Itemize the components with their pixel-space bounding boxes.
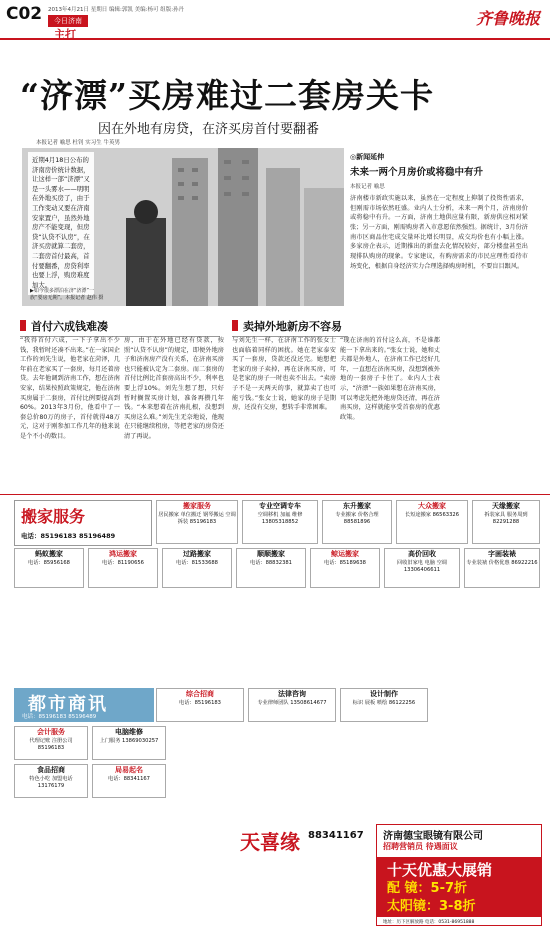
classified-ad-text: 居民搬家 单位搬迁 钢琴搬运 空调拆装 85196183 bbox=[158, 511, 236, 526]
classified-ad-text: 特色小吃 加盟电话 13176179 bbox=[29, 775, 73, 790]
article-column-2: 房，由于在外地已经有贷款，按照“认贷不认房”的规定，即便外地房子和济南房产没有关系，在济南买房也只能被认定为二套房。而二套房的首付比例比首套房高出不少，利率也要上浮10%。刘先生想了想，只好暂时搁置买房计划，准备再攒几年钱。“本来想着在济南扎根，没想到买房这么难。”刘先生无奈地说，他现在只能继续租房，等把老家的房贷还清了再说。 bbox=[124, 337, 224, 441]
optical-promo-band bbox=[377, 857, 541, 917]
section-head-1-label: 首付六成钱难凑 bbox=[31, 320, 108, 333]
article-column-4: “现在济南的首付这么高，不是谁都能一下拿出来的。”张女士说，她和丈夫都是外地人，在济南工作已经好几年，一直想在济南买房，没想到被外地的一套房子卡住了。业内人士表示，“济漂”一族如果想在济南买房，可以考虑先把外地房贷还清，再在济南买房，这样就能享受首套房的优惠政策。 bbox=[340, 337, 440, 421]
sidebar-tag: ◎新闻延伸 bbox=[350, 153, 385, 161]
classified-ad bbox=[14, 764, 88, 798]
classified-ad-title: 局易起名 bbox=[115, 766, 143, 774]
classified-ad bbox=[14, 726, 88, 760]
section-name: 主打 bbox=[54, 28, 76, 41]
optical-promo-line-1: 配 镜：5-7折 bbox=[387, 881, 468, 896]
classified-ad-text: 电话：81533688 bbox=[176, 559, 218, 566]
classified-ad-title: 专业空调专车 bbox=[259, 502, 301, 510]
classified-ad-text: 上门服务 13869030257 bbox=[99, 737, 159, 744]
marriage-agency-ad bbox=[240, 824, 364, 884]
optical-store-name: 济南德宝眼镜有限公司 bbox=[383, 831, 483, 842]
optical-store-ad bbox=[376, 824, 542, 926]
classified-ad-title: 会计服务 bbox=[37, 728, 65, 736]
marriage-agency-tel: 88341167 bbox=[308, 830, 364, 841]
masthead-logo: 齐鲁晚报 bbox=[475, 9, 540, 28]
classified-ad-text: 电话：81190656 bbox=[102, 559, 144, 566]
classified-ad-title: 大众搬家 bbox=[418, 502, 446, 510]
classified-ad bbox=[156, 688, 244, 722]
city-business-banner bbox=[14, 688, 154, 722]
classified-ad-text: 代理记账 注册公司 85196183 bbox=[29, 737, 73, 752]
classified-ad-text: 电话：88832381 bbox=[250, 559, 292, 566]
classified-ad-text: 电话：88341167 bbox=[108, 775, 150, 782]
optical-promo-line-2: 太阳镜：3-8折 bbox=[387, 899, 476, 914]
classified-ad-text: 拆装家具 服务周到 82291288 bbox=[484, 511, 528, 526]
subheadline: 因在外地有房贷，在济买房首付要翻番 bbox=[98, 122, 320, 137]
classified-ad-text: 长短途搬家 86563326 bbox=[405, 511, 459, 518]
optical-store-footer: 地址：历下区解放路 电话：0531-86951888 bbox=[383, 920, 475, 925]
lead-paragraph: 近期4月18日公布的济南房价统计数据，让这样一部“济漂”又是一头雾水——明明在外地买房了，由于工作变动又要在济南安家置户，虽然外地房产不能变现，但房贷“认贷不认房”，在济买房就算二套房，二套房首付最高，首付要翻番，房贷利率也要上浮，购房难度加大。 bbox=[28, 152, 94, 295]
classified-ad-title: 电脑维修 bbox=[115, 728, 143, 736]
classified-ad-title: 天缘搬家 bbox=[492, 502, 520, 510]
classified-ad bbox=[92, 764, 166, 798]
classified-ad bbox=[472, 500, 540, 544]
section-tab: 今日济南 bbox=[48, 15, 88, 27]
classified-ad-text: 电话：85196183 bbox=[179, 699, 221, 706]
classified-ad-text: 电话：85189638 bbox=[324, 559, 366, 566]
classified-ad bbox=[88, 548, 158, 588]
article-column-1: “我得首付六成，一下子拿出不少钱，我暂时还凑不出来。”在一家国企工作的刘先生说，他老家在菏泽，几年前在老家买了一套房，每月还着房贷。去年他调到济南工作，想在济南安家，结果按照政策规定，他在济南买房属于二套房，首付比例要提高到60%。2013年3月份，他看中了一套总价80万的房子，首付就得48万元，这对于刚参加工作几年的他来说是个不小的数目。 bbox=[20, 337, 120, 441]
classified-ad bbox=[310, 548, 380, 588]
classified-ad-text: 电话：85956168 bbox=[28, 559, 70, 566]
classified-ad bbox=[340, 688, 428, 722]
classified-ad-text: 回收旧家电 电脑 空调 13306406611 bbox=[397, 559, 447, 574]
photo-caption: ▶如今很多漂泊在济“济漂”一族“要房无期”。本报记者 赵伟 摄 bbox=[30, 288, 104, 301]
city-business-tel: 电话：85196183 85196489 bbox=[22, 714, 97, 720]
sidebar-body: 济南楼市新政实施以来，虽然在一定程度上抑制了投资性需求，但刚需市场依然旺盛。业内人士分析，未来一两个月，济南房价或将稳中有升。一方面，济南土地供应量有限，新房供应相对紧张；另一方面，刚需购房者入市意愿依然强烈。据统计，3月份济南市区商品住宅成交量环比增长明显，成交均价也有小幅上涨。多家房企表示，近期推出的新盘去化情况较好，部分楼盘甚至出现排队购房的现象。专家建议，有购房需求的市民应理性看待市场变化，根据自身经济实力合理选择购房时机，不要盲目跟风。 bbox=[350, 195, 528, 270]
moving-service-logo: 搬家服务 bbox=[21, 507, 86, 526]
classified-ad bbox=[464, 548, 540, 588]
section-head-2 bbox=[232, 318, 348, 337]
classified-ad-title: 字画装裱 bbox=[488, 550, 516, 558]
optical-store-recruit: 招聘营销员 待遇面议 bbox=[383, 842, 458, 851]
classified-ad-title: 过路搬家 bbox=[183, 550, 211, 558]
classified-ad-text: 专业律师团队 13508614677 bbox=[257, 699, 327, 706]
classified-ad-title: 蚂蚁搬家 bbox=[35, 550, 63, 558]
classified-ad-text: 专业装裱 价格优惠 86922216 bbox=[466, 559, 538, 566]
classified-ad-text: 标识 展板 喷绘 86122256 bbox=[352, 699, 416, 706]
sidebar-byline: 本报记者 喻思 bbox=[350, 184, 385, 191]
issue-meta: 2013年4月21日 星期日 编辑:郭凯 美编:杨可 组版:孙丹 bbox=[48, 7, 185, 13]
classified-ad-title: 鲸运搬家 bbox=[331, 550, 359, 558]
classified-ad-title: 食品招商 bbox=[37, 766, 65, 774]
classified-ad-title: 法律咨询 bbox=[278, 690, 306, 698]
sidebar-title: 未来一两个月房价或将稳中有升 bbox=[350, 167, 484, 178]
classified-ad bbox=[156, 500, 238, 544]
classified-ad bbox=[396, 500, 468, 544]
classified-ad bbox=[162, 548, 232, 588]
classified-ad-title: 高价回收 bbox=[408, 550, 436, 558]
headline: “济漂”买房难过二套房关卡 bbox=[20, 76, 434, 115]
classified-ad bbox=[236, 548, 306, 588]
moving-service-banner bbox=[14, 500, 152, 546]
classified-ad bbox=[242, 500, 318, 544]
byline: 本报记者 喻思 杜钊 实习生 牛英男 bbox=[36, 140, 120, 146]
classified-ad-title: 顺顺搬家 bbox=[257, 550, 285, 558]
city-business-logo: 都市商讯 bbox=[28, 694, 108, 715]
classified-ad-title: 东升搬家 bbox=[343, 502, 371, 510]
classified-ad-text: 空调移机 加氟 维修 13805318852 bbox=[257, 511, 303, 526]
classified-ad bbox=[322, 500, 392, 544]
classified-ad-title: 搬家服务 bbox=[183, 502, 211, 510]
section-code: C02 bbox=[6, 4, 43, 24]
moving-service-tel: 电话：85196183 85196489 bbox=[21, 532, 116, 540]
section-head-2-label: 卖掉外地新房不容易 bbox=[243, 320, 342, 333]
classified-ad bbox=[384, 548, 460, 588]
page-header bbox=[0, 0, 550, 40]
classified-ad-title: 设计制作 bbox=[370, 690, 398, 698]
marriage-agency-name: 天喜缘 bbox=[240, 830, 300, 854]
classified-ad bbox=[248, 688, 336, 722]
classified-ad bbox=[92, 726, 166, 760]
optical-promo-title: 十天优惠大展销 bbox=[387, 861, 493, 879]
classified-ad-text: 专业搬家 价格合理 88581896 bbox=[335, 511, 379, 526]
section-head-1 bbox=[20, 318, 220, 337]
classified-ad-title: 鸿运搬家 bbox=[109, 550, 137, 558]
classified-ad-title: 综合招商 bbox=[186, 690, 214, 698]
classified-ad bbox=[14, 548, 84, 588]
article-column-3: 与刘先生一样，在济南工作的张女士也面临着同样的困扰。她在老家泰安买了一套房，贷款还没还完。她想把老家的房子卖掉，再在济南买房，可是老家的房子一时也卖不出去。“卖房子不是一天两天的事，就算卖了也可能亏钱。”张女士说，她家的房子是期房，还没有交房，想转手非常困难。 bbox=[232, 337, 336, 412]
